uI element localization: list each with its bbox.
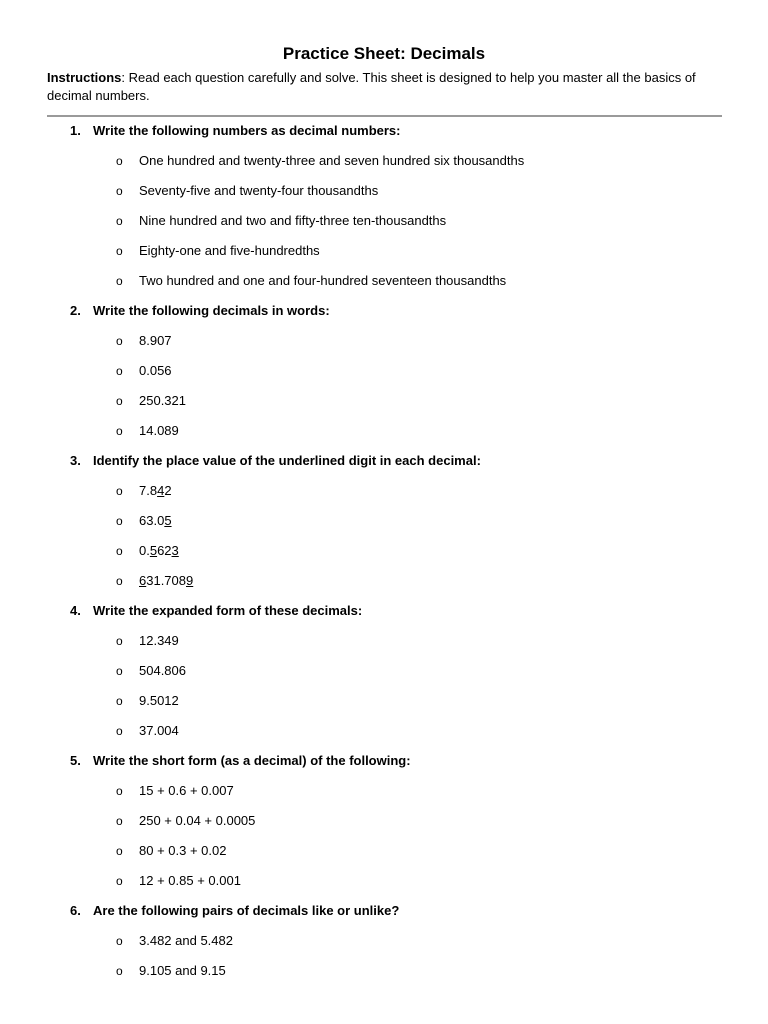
bullet-icon: o (116, 724, 123, 738)
question-number: 5. (70, 753, 81, 768)
item-text: 37.004 (139, 723, 179, 738)
item-text: 3.482 and 5.482 (139, 933, 233, 948)
list-item (116, 482, 172, 500)
list-item (116, 632, 179, 650)
divider (47, 115, 722, 117)
question-text: Are the following pairs of decimals like or unlike? (93, 903, 400, 918)
digit-text: 62 (157, 543, 172, 558)
item-text: 14.089 (139, 423, 179, 438)
question-3 (70, 452, 481, 470)
bullet-icon: o (116, 574, 123, 588)
page-title: Practice Sheet: Decimals (282, 44, 486, 63)
digit-text: 31.708 (146, 573, 186, 588)
list-item (116, 932, 233, 950)
list-item (116, 182, 378, 200)
list-item (116, 512, 172, 530)
list-item (116, 812, 255, 830)
list-item (116, 692, 179, 710)
list-item (116, 392, 186, 410)
question-text: Identify the place value of the underlined digit in each decimal: (93, 453, 481, 468)
list-item (116, 662, 186, 680)
list-item (116, 782, 234, 800)
item-text: One hundred and twenty-three and seven hundred six thousandths (139, 153, 525, 168)
list-item (116, 362, 172, 380)
bullet-icon: o (116, 184, 123, 198)
item-text: 9.5012 (139, 693, 179, 708)
bullet-icon: o (116, 664, 123, 678)
item-text: 12 + 0.85 + 0.001 (139, 873, 241, 888)
bullet-icon: o (116, 544, 123, 558)
item-text: Two hundred and one and four-hundred seventeen thousandths (139, 273, 507, 288)
underlined-digit: 5 (164, 513, 172, 528)
bullet-icon: o (116, 694, 123, 708)
question-5 (70, 752, 411, 770)
digit-text: 63.0 (139, 513, 165, 528)
bullet-icon: o (116, 964, 123, 978)
bullet-icon: o (116, 814, 123, 828)
question-number: 6. (70, 903, 81, 918)
question-text: Write the following numbers as decimal numbers: (93, 123, 401, 138)
bullet-icon: o (116, 634, 123, 648)
underlined-digit: 5 (149, 543, 158, 558)
digit-text: 2 (164, 483, 172, 498)
instructions-text: : Read each question carefully and solve. This sheet is designed to help you master all the basics of decimal numbers. (47, 70, 696, 103)
bullet-icon: o (116, 334, 123, 348)
instructions-label: Instructions (47, 70, 122, 85)
list-item (116, 422, 179, 440)
bullet-icon: o (116, 274, 123, 288)
underlined-digit: 6 (139, 573, 147, 588)
question-text: Write the following decimals in words: (93, 303, 330, 318)
digit-text: 7.8 (139, 483, 158, 498)
list-item (116, 542, 179, 560)
bullet-icon: o (116, 244, 123, 258)
bullet-icon: o (116, 514, 123, 528)
item-text: Nine hundred and two and fifty-three ten-thousandths (139, 213, 447, 228)
list-item (116, 722, 179, 740)
question-2 (70, 302, 330, 320)
list-item (116, 242, 320, 260)
item-text: 15 + 0.6 + 0.007 (139, 783, 234, 798)
bullet-icon: o (116, 874, 123, 888)
item-text: Eighty-one and five-hundredths (139, 243, 320, 258)
item-text: Seventy-five and twenty-four thousandths (139, 183, 379, 198)
item-text: 504.806 (139, 663, 186, 678)
list-item (116, 572, 193, 590)
question-number: 3. (70, 453, 81, 468)
question-number: 4. (70, 603, 81, 618)
bullet-icon: o (116, 424, 123, 438)
bullet-icon: o (116, 844, 123, 858)
underlined-digit: 9 (186, 573, 194, 588)
underlined-digit: 3 (171, 543, 179, 558)
question-1 (70, 122, 400, 140)
bullet-icon: o (116, 154, 123, 168)
question-4 (70, 602, 362, 620)
list-item (116, 212, 446, 230)
bullet-icon: o (116, 214, 123, 228)
list-item (116, 962, 226, 980)
question-text: Write the expanded form of these decimals: (93, 603, 363, 618)
bullet-icon: o (116, 484, 123, 498)
bullet-icon: o (116, 364, 123, 378)
digit-text: 0. (139, 543, 150, 558)
list-item (116, 272, 506, 290)
underlined-digit: 4 (157, 483, 165, 498)
list-item (116, 332, 172, 350)
bullet-icon: o (116, 784, 123, 798)
instructions (47, 69, 707, 105)
list-item (116, 872, 241, 890)
bullet-icon: o (116, 394, 123, 408)
question-6 (70, 902, 399, 920)
bullet-icon: o (116, 934, 123, 948)
question-number: 2. (70, 303, 81, 318)
list-item (116, 152, 524, 170)
list-item (116, 842, 226, 860)
item-text: 250 + 0.04 + 0.0005 (139, 813, 256, 828)
question-text: Write the short form (as a decimal) of the following: (93, 753, 411, 768)
item-text: 9.105 and 9.15 (139, 963, 226, 978)
item-text: 12.349 (139, 633, 179, 648)
item-text: 250.321 (139, 393, 186, 408)
question-number: 1. (70, 123, 81, 138)
item-text: 0.056 (139, 363, 172, 378)
item-text: 80 + 0.3 + 0.02 (139, 843, 227, 858)
item-text: 8.907 (139, 333, 172, 348)
